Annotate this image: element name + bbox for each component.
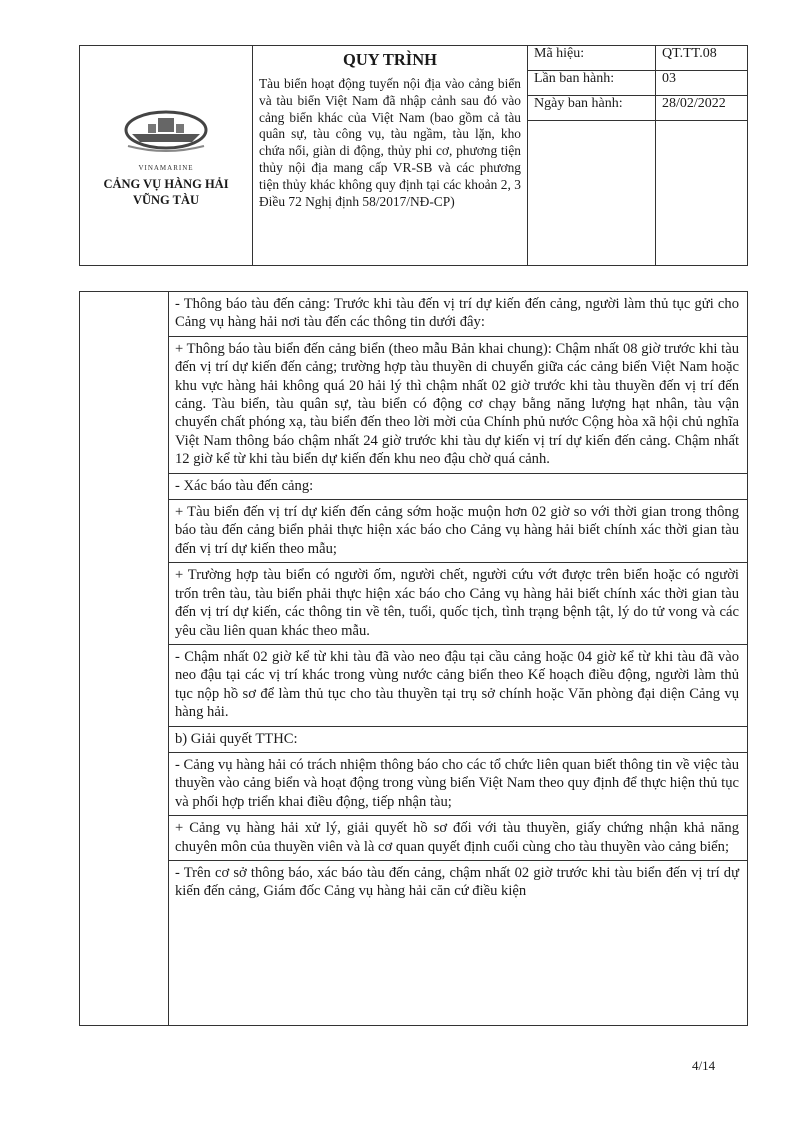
paragraph: b) Giải quyết TTHC: [169, 727, 747, 753]
procedure-cell [253, 46, 528, 266]
organization-name-line2: VŨNG TÀU [132, 192, 200, 207]
paragraph: - Trên cơ sở thông báo, xác báo tàu đến cảng, chậm nhất 02 giờ trước khi tàu biển đến vị trí dự kiến đến cảng, Giám đốc Cảng vụ hàng hải căn cứ điều kiện [175, 864, 739, 900]
page-number: 4/14 [692, 1058, 716, 1073]
metadata-value: 28/02/2022 [656, 96, 748, 121]
metadata-row-date [528, 96, 747, 121]
metadata-label: Ngày ban hành: [528, 96, 656, 121]
organization-name [81, 176, 251, 208]
metadata-row-code [528, 46, 747, 71]
step-column [80, 292, 169, 1026]
procedure-description: Tàu biển hoạt động tuyến nội địa vào cảng biển và tàu biển Việt Nam đã nhập cảnh sau đó vào cảng biển khác của Việt Nam (bao gồm cả tàu quân sự, tàu công vụ, tàu ngầm, tàu lặn, kho chứa nổi, giàn di động, thủy phi cơ, phương tiện thủy nội địa mang cấp VR-SB và các phương tiện thủy khác không quy định tại các khoản 2, 3 Điều 72 Nghị định 58/2017/NĐ-CP) [259, 76, 521, 209]
metadata-label: Lần ban hành: [528, 71, 656, 96]
paragraph: - Xác báo tàu đến cảng: [169, 474, 747, 500]
logo-cell [80, 46, 253, 266]
paragraph: - Chậm nhất 02 giờ kể từ khi tàu đã vào neo đậu tại cầu cảng hoặc 04 giờ kể từ khi tàu đã vào neo đậu tại các vị trí khác trong vùng nước cảng biển theo Kế hoạch điều động, người làm thủ tục nộp hồ sơ để làm thủ tục cho tàu thuyền tại trụ sở chính hoặc Văn phòng đại diện Cảng vụ hàng hải. [169, 645, 747, 727]
metadata-value: QT.TT.08 [656, 46, 748, 71]
paragraph: + Trường hợp tàu biển có người ốm, người chết, người cứu vớt được trên biển hoặc có người trốn trên tàu, tàu biển phải thực hiện xác báo cho Cảng vụ hàng hải biết chính xác thời gian tàu đến vị trí dự kiến, các thông tin về tên, tuổi, quốc tịch, tình trạng bệnh tật, lý do tử vong và các yêu cầu liên quan khác theo mẫu. [169, 563, 747, 645]
vinamarine-logo-icon [118, 104, 214, 164]
paragraph: + Tàu biển đến vị trí dự kiến đến cảng sớm hoặc muộn hơn 02 giờ so với thời gian trong thông báo tàu đến cảng biển phải thực hiện xác báo cho Cảng vụ hàng hải biết chính xác thời gian tàu đến vị trí dự kiến theo mẫu; [169, 500, 747, 563]
content-column [169, 292, 748, 1026]
metadata-table [528, 46, 747, 265]
paragraph: + Thông báo tàu biển đến cảng biển (theo mẫu Bản khai chung): Chậm nhất 08 giờ trước khi tàu đến vị trí dự kiến đến cảng; trường hợp tàu thuyền di chuyển giữa các cảng biển Việt Nam hoặc khu vực hàng hải không quá 20 hải lý thì chậm nhất 02 giờ trước khi tàu thuyền đến vị trí đến cảng. Tàu biển, tàu quân sự, tàu biển có động cơ chạy bằng năng lượng hạt nhân, tàu vận chuyển chất phóng xạ, tàu biển đến theo lời mời của Chính phủ nước Cộng hòa xã hội chủ nghĩa Việt Nam thông báo chậm nhất 24 giờ trước khi tàu dự kiến vị trí dự kiến đến cảng. Chậm nhất 12 giờ kể từ khi tàu biển dự kiến đến khu neo đậu chờ quá cảnh. [169, 337, 747, 474]
organization-name-line1: CẢNG VỤ HÀNG HẢI [103, 176, 229, 191]
metadata-value: 03 [656, 71, 748, 96]
metadata-row-empty [528, 121, 747, 266]
paragraph: - Thông báo tàu đến cảng: Trước khi tàu đến vị trí dự kiến đến cảng, người làm thủ tục gửi cho Cảng vụ hàng hải nơi tàu đến các thông tin dưới đây: [169, 292, 747, 337]
metadata-cell [528, 46, 748, 266]
metadata-row-issue [528, 71, 747, 96]
procedure-title: QUY TRÌNH [343, 50, 437, 69]
paragraph: + Cảng vụ hàng hải xử lý, giải quyết hồ sơ đối với tàu thuyền, giấy chứng nhận khả năng chuyên môn của thuyền viên và là cơ quan quyết định cuối cùng cho tàu thuyền vào cảng biển; [169, 816, 747, 861]
procedure-content-table [79, 291, 748, 1026]
metadata-label: Mã hiệu: [528, 46, 656, 71]
logo-text: VINAMARINE [138, 163, 194, 172]
document-header [79, 45, 748, 266]
paragraph: - Cảng vụ hàng hải có trách nhiệm thông báo cho các tổ chức liên quan biết thông tin về việc tàu thuyền vào cảng biển và hoạt động trong vùng biển Việt Nam theo quy định để thực hiện thủ tục và phối hợp triển khai điều động, tiếp nhận tàu; [169, 753, 747, 816]
